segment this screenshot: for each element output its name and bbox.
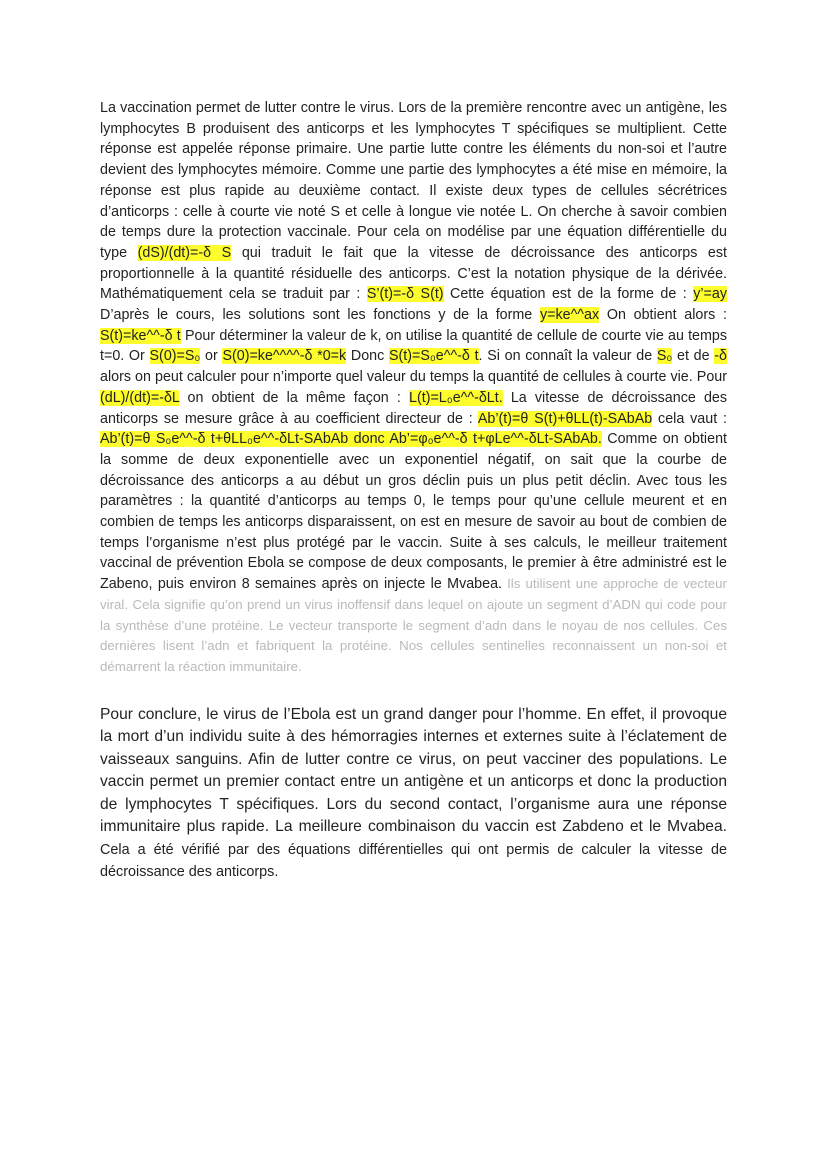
- highlighted-equation: S(0)=S₀: [149, 348, 201, 365]
- text-run: Cette équation est de la forme de :: [443, 286, 694, 303]
- text-run: On obtient alors :: [599, 307, 727, 324]
- highlighted-equation: S(t)=S₀e^^-δ t: [388, 348, 479, 365]
- conclusion-paragraph: [100, 704, 727, 884]
- text-run: La vitesse de décroissance des anticorps se mesure grâce à au coefficient directeur de :: [100, 389, 727, 427]
- text-run: qui traduit le fait que la vitesse de décroissance des anticorps est proportionnelle à la quantité résiduelle des anticorps. C’est la notation physique de la dérivée. Mathématiquement cela se traduit par :: [100, 244, 727, 303]
- document-page: [100, 98, 727, 884]
- text-run: et de: [672, 348, 715, 365]
- text-run: D’après le cours, les solutions sont les fonctions y de la forme: [100, 307, 540, 324]
- text-run: La vaccination permet de lutter contre le virus. Lors de la première rencontre avec un antigène, les lymphocytes B produisent des anticorps et les lymphocytes T spécifiques se multiplient. Cette réponse est appelée réponse primaire. Une partie lutte contre les éléments du non-soi et l’autre devient des lymphocytes mémoire. Comme une partie des lymphocytes a été mise en mémoire, la réponse est plus rapide au deuxième contact. Il existe deux types de cellules sécrétrices d’anticorps : celle à courte vie noté S et celle à longue vie notée L. On cherche à savoir combien de temps dure la protection vaccinale. Pour cela on modélise par une équation différentielle du type: [100, 100, 727, 261]
- body-paragraph-vaccination: [100, 98, 727, 678]
- highlighted-equation: Ab’(t)=θ S₀e^^-δ t+θLL₀e^^-δLt-SAbAb donc Ab’=φ₀e^^-δ t+φLe^^-δLt-SAbAb.: [100, 431, 602, 448]
- highlighted-equation: y=ke^^ax: [540, 307, 600, 324]
- highlighted-equation: y’=ay: [693, 286, 727, 303]
- text-run: on obtient de la même façon :: [179, 389, 410, 406]
- text-run: Pour déterminer la valeur de k, on utilise la quantité de cellule de courte vie au temps t=0. Or: [100, 327, 727, 365]
- text-run: . Si on connaît la valeur de: [478, 348, 657, 365]
- highlighted-equation: S(0)=ke^^^^-δ *0=k: [222, 348, 347, 365]
- highlighted-equation: S(t)=ke^^-δ t: [100, 327, 181, 344]
- text-run: alors on peut calculer pour n’importe quel valeur du temps la quantité de cellules à courte vie. Pour: [100, 369, 727, 386]
- highlighted-equation: Ab’(t)=θ S(t)+θLL(t)-SAbAb: [477, 410, 653, 427]
- text-run: Comme on obtient la somme de deux exponentielle avec un exponentiel négatif, on sait que la courbe de décroissance des anticorps a au début un gros déclin puis un plus petit déclin. Avec tous les paramètres : la quantité d’anticorps au temps 0, le temps pour qu’une cellule meurent et en combien de temps les anticorps disparaissent, on est en mesure de savoir au bout de combien de temps l’organisme n’est plus protégé par le vaccin. Suite à ses calculs, le meilleur traitement vaccinal de prévention Ebola se compose de deux composants, le premier à être administré est le Zabeno, puis environ 8 semaines après on injecte le Mvabea.: [100, 431, 727, 593]
- highlighted-equation: S’(t)=-δ S(t): [366, 286, 444, 303]
- highlighted-equation: S₀: [656, 348, 673, 365]
- text-run: Donc: [346, 348, 389, 365]
- text-run: or: [200, 348, 223, 365]
- faded-text: Ils utilisent une approche de vecteur viral. Cela signifie qu’on prend un virus inoffensif dans lequel on ajoute un segment d’ADN qui code pour la synthèse d’une protéine. Le vecteur transporte le segment d’adn dans le noyau de nos cellules. Ces dernières lisent l’adn et fabriquent la protéine. Nos cellules sentinelles reconnaissent un non-soi et démarrent la réaction immunitaire.: [100, 576, 727, 674]
- text-run: cela vaut :: [652, 410, 727, 427]
- text-run-small: Cela a été vérifié par des équations différentielles qui ont permis de calculer la vitesse de décroissance des anticorps.: [100, 841, 727, 881]
- highlighted-equation: -δ: [714, 348, 727, 365]
- highlighted-equation: (dL)/(dt)=-δL: [100, 389, 180, 406]
- highlighted-equation: (dS)/(dt)=-δ S: [137, 244, 232, 261]
- text-run: Pour conclure, le virus de l’Ebola est un grand danger pour l’homme. En effet, il provoque la mort d’un individu suite à des hémorragies internes et externes suite à l’éclatement de vaisseaux sanguins. Afin de lutter contre ce virus, on peut vacciner des populations. Le vaccin permet un premier contact entre un antigène et un anticorps et donc la production de lymphocytes T spécifiques. Lors du second contact, l’organisme aura une réponse immunitaire plus rapide. La meilleure combinaison du vaccin est Zabdeno et le Mvabea.: [100, 705, 727, 836]
- highlighted-equation: L(t)=L₀e^^-δLt.: [409, 389, 503, 406]
